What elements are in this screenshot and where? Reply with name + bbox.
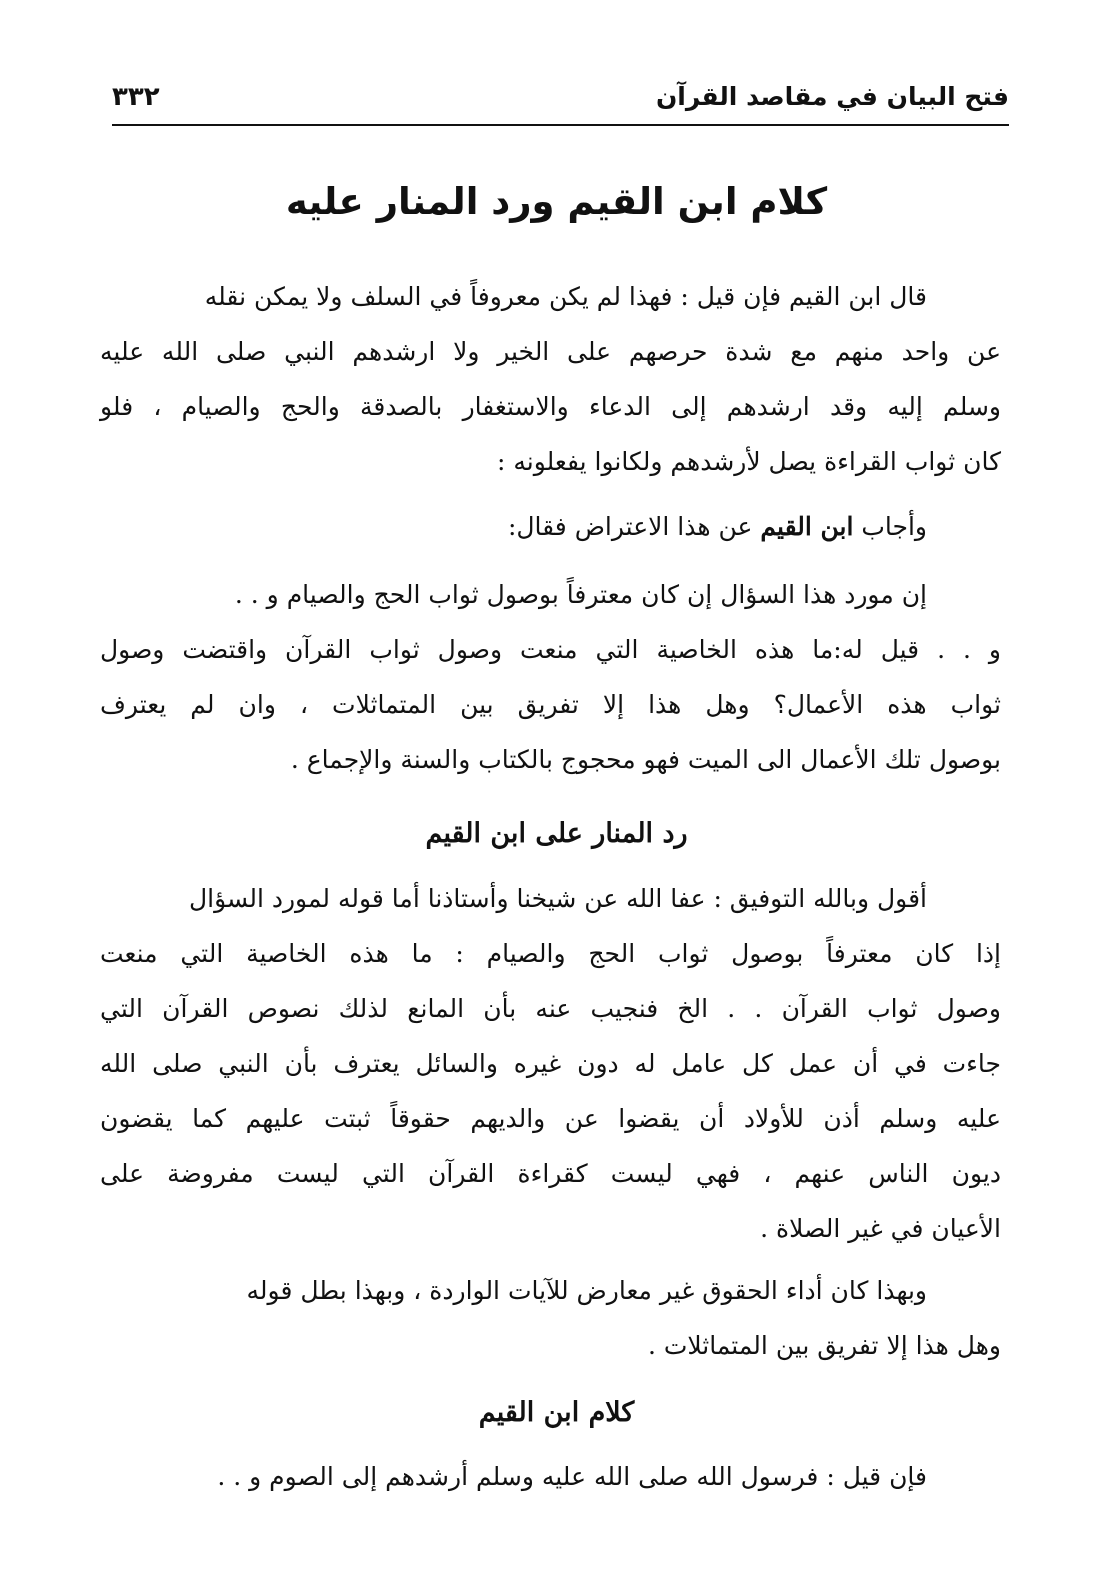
paragraph-line: و . . قيل له:ما هذه الخاصية التي منعت وصول ثواب القرآن واقتضت وصول [100,635,1001,664]
answer-intro [508,512,927,542]
paragraph-line: وسلم إليه وقد ارشدهم إلى الدعاء والاستغفار بالصدقة والحج والصيام ، فلو [100,392,1001,421]
answer-intro-name: ابن القيم [760,512,854,541]
paragraph-line: جاءت في أن عمل كل عامل له دون غيره والسائل يعترف بأن النبي صلى الله [100,1049,1001,1078]
paragraph-line: وبهذا كان أداء الحقوق غير معارض للآيات الواردة ، وبهذا بطل قوله [246,1276,927,1305]
paragraph-line: قال ابن القيم فإن قيل : فهذا لم يكن معروفاً في السلف ولا يمكن نقله [204,282,927,311]
paragraph-line: وهل هذا إلا تفريق بين المتماثلات . [647,1331,1001,1360]
paragraph-line: أقول وبالله التوفيق : عفا الله عن شيخنا وأستاذنا أما قوله لمورد السؤال [189,884,927,913]
answer-intro-prefix: وأجاب [861,512,927,541]
paragraph-line: كان ثواب القراءة يصل لأرشدهم ولكانوا يفعلونه : [496,447,1001,476]
running-header [112,78,1009,126]
paragraph-line: إذا كان معترفاً بوصول ثواب الحج والصيام : ما هذه الخاصية التي منعت [100,939,1001,968]
section-heading: رد المنار على ابن القيم [425,818,688,849]
paragraph-line: ديون الناس عنهم ، فهي ليست كقراءة القرآن التي ليست مفروضة على [100,1159,1001,1188]
paragraph-line: عليه وسلم أذن للأولاد أن يقضوا عن والديهم حقوقاً ثبتت عليهم كما يقضون [100,1104,1001,1133]
paragraph-line: وصول ثواب القرآن . . الخ فنجيب عنه بأن المانع لذلك نصوص القرآن التي [100,994,1001,1023]
paragraph-line: الأعيان في غير الصلاة . [760,1214,1001,1243]
page-number: ٣٣٢ [112,82,160,112]
paragraph-line: ثواب هذه الأعمال؟ وهل هذا إلا تفريق بين المتماثلات ، وان لم يعترف [100,690,1001,719]
paragraph-line: فإن قيل : فرسول الله صلى الله عليه وسلم أرشدهم إلى الصوم و . . [217,1462,927,1491]
paragraph-line: عن واحد منهم مع شدة حرصهم على الخير ولا ارشدهم النبي صلى الله عليه [100,337,1001,366]
main-title: كلام ابن القيم ورد المنار عليه [285,180,828,223]
answer-intro-suffix: عن هذا الاعتراض فقال: [507,512,753,541]
section-heading: كلام ابن القيم [478,1397,635,1428]
paragraph-line: إن مورد هذا السؤال إن كان معترفاً بوصول ثواب الحج والصيام و . . [234,580,927,609]
paragraph-line: بوصول تلك الأعمال الى الميت فهو محجوج بالكتاب والسنة والإجماع . [290,745,1001,774]
header-title: فتح البيان في مقاصد القرآن [655,82,1009,111]
